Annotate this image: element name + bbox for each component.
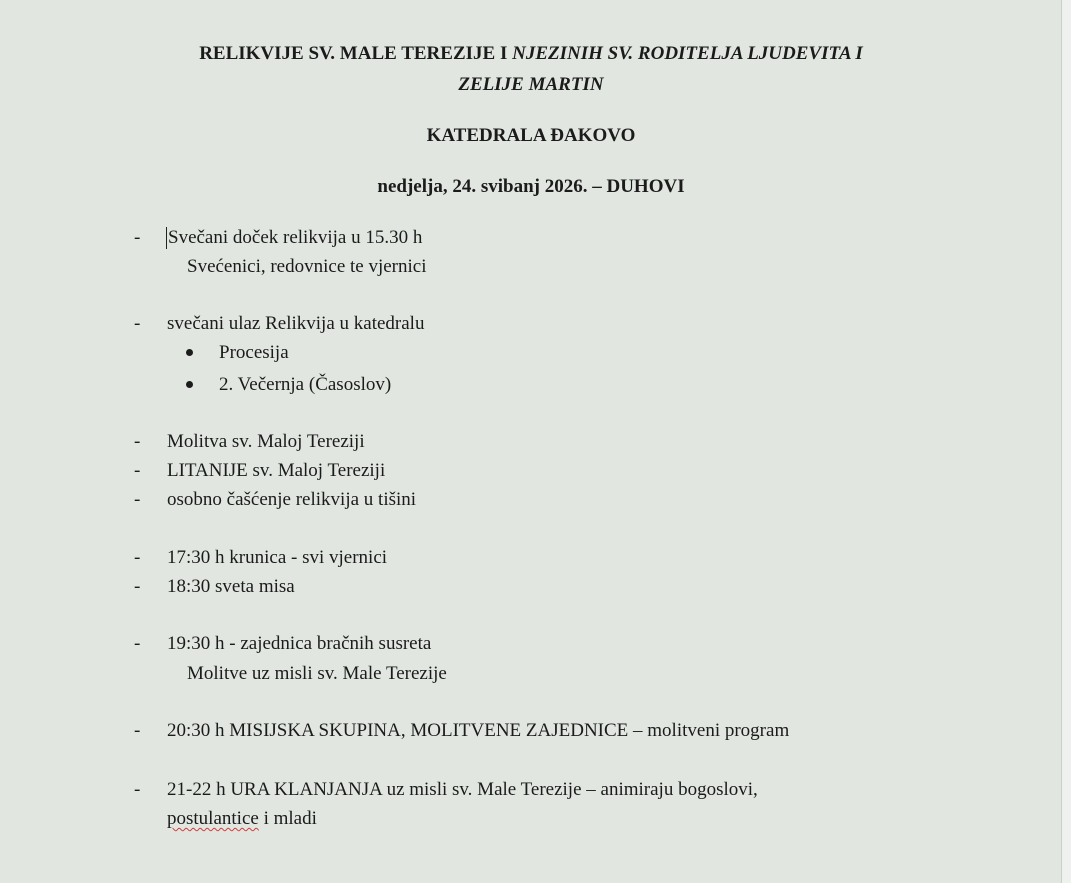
title-line-1 <box>0 43 1062 65</box>
schedule-item[interactable]: LITANIJE sv. Maloj Tereziji <box>167 460 386 481</box>
list-dash: - <box>134 633 141 654</box>
list-dash: - <box>134 227 141 248</box>
schedule-bullet-item[interactable]: Procesija <box>219 342 289 363</box>
schedule-item-sub[interactable]: Molitve uz misli sv. Male Terezije <box>187 663 447 684</box>
schedule-item-sub[interactable]: Svećenici, redovnice te vjernici <box>187 256 427 277</box>
title-line-2 <box>0 74 1062 96</box>
schedule-bullet-item[interactable]: 2. Večernja (Časoslov) <box>219 374 392 395</box>
schedule-item[interactable]: 20:30 h MISIJSKA SKUPINA, MOLITVENE ZAJEDNICE – molitveni program <box>167 720 790 741</box>
schedule-item[interactable]: 17:30 h krunica - svi vjernici <box>167 547 388 568</box>
schedule-item[interactable]: Svečani doček relikvija u 15.30 h <box>168 227 423 248</box>
list-dash: - <box>134 313 141 334</box>
date-heading: nedjelja, 24. svibanj 2026. – DUHOVI <box>377 176 685 197</box>
schedule-item[interactable]: svečani ulaz Relikvija u katedralu <box>167 313 425 334</box>
schedule-item[interactable]: Molitva sv. Maloj Tereziji <box>167 431 365 452</box>
title-italic-line-2: ZELIJE MARTIN <box>458 74 604 95</box>
bullet-icon <box>186 381 193 388</box>
title-italic-part: NJEZINIH SV. RODITELJA LJUDEVITA I <box>512 43 863 64</box>
schedule-item[interactable]: osobno čašćenje relikvija u tišini <box>167 489 417 510</box>
page-edge <box>1061 0 1071 883</box>
list-dash: - <box>134 779 141 800</box>
schedule-item-text: i mladi <box>258 808 317 829</box>
schedule-item[interactable]: 19:30 h - zajednica bračnih susreta <box>167 633 432 654</box>
location-heading: KATEDRALA ĐAKOVO <box>426 125 636 146</box>
list-dash: - <box>134 720 141 741</box>
list-dash: - <box>134 431 141 452</box>
list-dash: - <box>134 576 141 597</box>
schedule-item[interactable]: 18:30 sveta misa <box>167 576 295 597</box>
schedule-item-continuation[interactable] <box>167 808 317 830</box>
title-bold-part: RELIKVIJE SV. MALE TEREZIJE I <box>199 43 513 64</box>
text-cursor <box>166 227 167 249</box>
list-dash: - <box>134 489 141 510</box>
list-dash: - <box>134 547 141 568</box>
list-dash: - <box>134 460 141 481</box>
misspelled-word[interactable]: postulantice <box>167 808 259 829</box>
bullet-icon <box>186 349 193 356</box>
schedule-item[interactable]: 21-22 h URA KLANJANJA uz misli sv. Male Terezije – animiraju bogoslovi, <box>167 779 758 800</box>
